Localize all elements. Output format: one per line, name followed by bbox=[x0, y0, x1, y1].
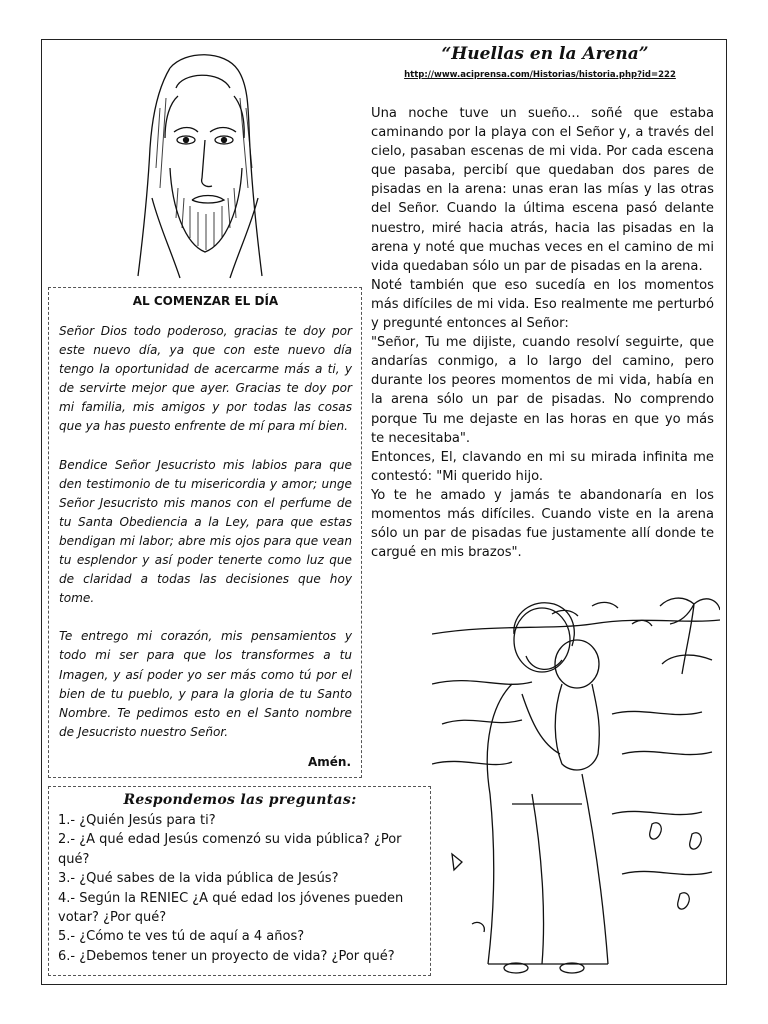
story-paragraph: Una noche tuve un sueño... soñé que estaba caminando por la playa con el Señor y, a través del cielo, pasaban escenas de mi vida. Por cada escena que pasaba, percibí que quedaban dos pares de pisadas en la arena: unas eran las mías y las otras del Señor. Cuando la última escena pasó delante nuestro, miré hacia atrás, hacia las pisadas en la arena y noté que muchas veces en el camino de mi vida quedaban sólo un par de pisadas en la arena. bbox=[371, 106, 714, 274]
question-item: 6.- ¿Debemos tener un proyecto de vida? ¿Por qué? bbox=[58, 948, 395, 964]
story-paragraph: "Señor, Tu me dijiste, cuando resolví seguirte, que andarías conmigo, a lo largo del camino, pero durante los peores momentos de mi vida, había en la arena sólo un par de pisadas. No comprendo porque Tu me dejaste en las horas en que yo más te necesitaba". bbox=[371, 335, 714, 446]
questions-box bbox=[48, 786, 431, 976]
jesus-carrying-child-illustration bbox=[432, 594, 720, 978]
prayer-closing: Amén. bbox=[307, 755, 351, 769]
story-paragraph: Entonces, El, clavando en mi su mirada infinita me contestó: "Mi querido hijo. bbox=[371, 449, 714, 484]
story-paragraph: Noté también que eso sucedía en los momentos más difíciles de mi vida. Eso realmente me perturbó y pregunté entonces al Señor: bbox=[371, 277, 715, 332]
jesus-portrait-illustration bbox=[130, 48, 270, 280]
question-item: 1.- ¿Quién Jesús para ti? bbox=[58, 813, 216, 828]
story-paragraph: Yo te he amado y jamás te abandonaría en los momentos más difíciles. Cuando viste en la arena sólo un par de pisadas fue justamente allí donde te cargué en mis brazos". bbox=[371, 487, 714, 561]
question-item: 4.- Según la RENIEC ¿A qué edad los jóvenes pueden votar? ¿Por qué? bbox=[58, 890, 404, 926]
prayer-paragraph: Bendice Señor Jesucristo mis labios para que den testimonio de tu misericordia y amor; unge Señor Jesucristo mis manos con el perfume de tu Santa Obediencia a la Ley, para que estas bendigan mi labor; abre mis ojos para que vean tu esplendor y así poder tenerte como luz que de claridad a todas las decisiones que hoy tome. bbox=[59, 457, 352, 606]
questions-list bbox=[58, 811, 422, 966]
story-text bbox=[371, 104, 714, 562]
prayer-paragraph: Te entrego mi corazón, mis pensamientos y todo mi ser para que los transformes a tu Imagen, y así poder yo ser más como tú por el bien de tu pueblo, y para la gloria de tu Santo Nombre. Te pedimos esto en el Santo nombre de Jesucristo nuestro Señor. bbox=[59, 629, 352, 739]
story-title: “Huellas en la Arena” bbox=[441, 44, 649, 64]
questions-heading: Respondemos las preguntas: bbox=[123, 792, 357, 808]
question-item: 5.- ¿Cómo te ves tú de aquí a 4 años? bbox=[58, 929, 305, 945]
prayer-heading: AL COMENZAR EL DÍA bbox=[132, 294, 279, 308]
question-item: 2.- ¿A qué edad Jesús comenzó su vida pública? ¿Por qué? bbox=[58, 832, 402, 867]
prayer-box bbox=[48, 287, 362, 778]
prayer-paragraph: Señor Dios todo poderoso, gracias te doy por este nuevo día, ya que con este nuevo día tengo la oportunidad de acercarme más a ti, y de servirte mejor que ayer. Gracias te doy por mi familia, mis amigos y por todas las cosas que ya has puesto enfrente de mí para mí bien. bbox=[59, 324, 352, 434]
source-link[interactable]: http://www.aciprensa.com/Historias/historia.php?id=222 bbox=[404, 70, 676, 80]
question-item: 3.- ¿Qué sabes de la vida pública de Jesús? bbox=[58, 871, 339, 887]
